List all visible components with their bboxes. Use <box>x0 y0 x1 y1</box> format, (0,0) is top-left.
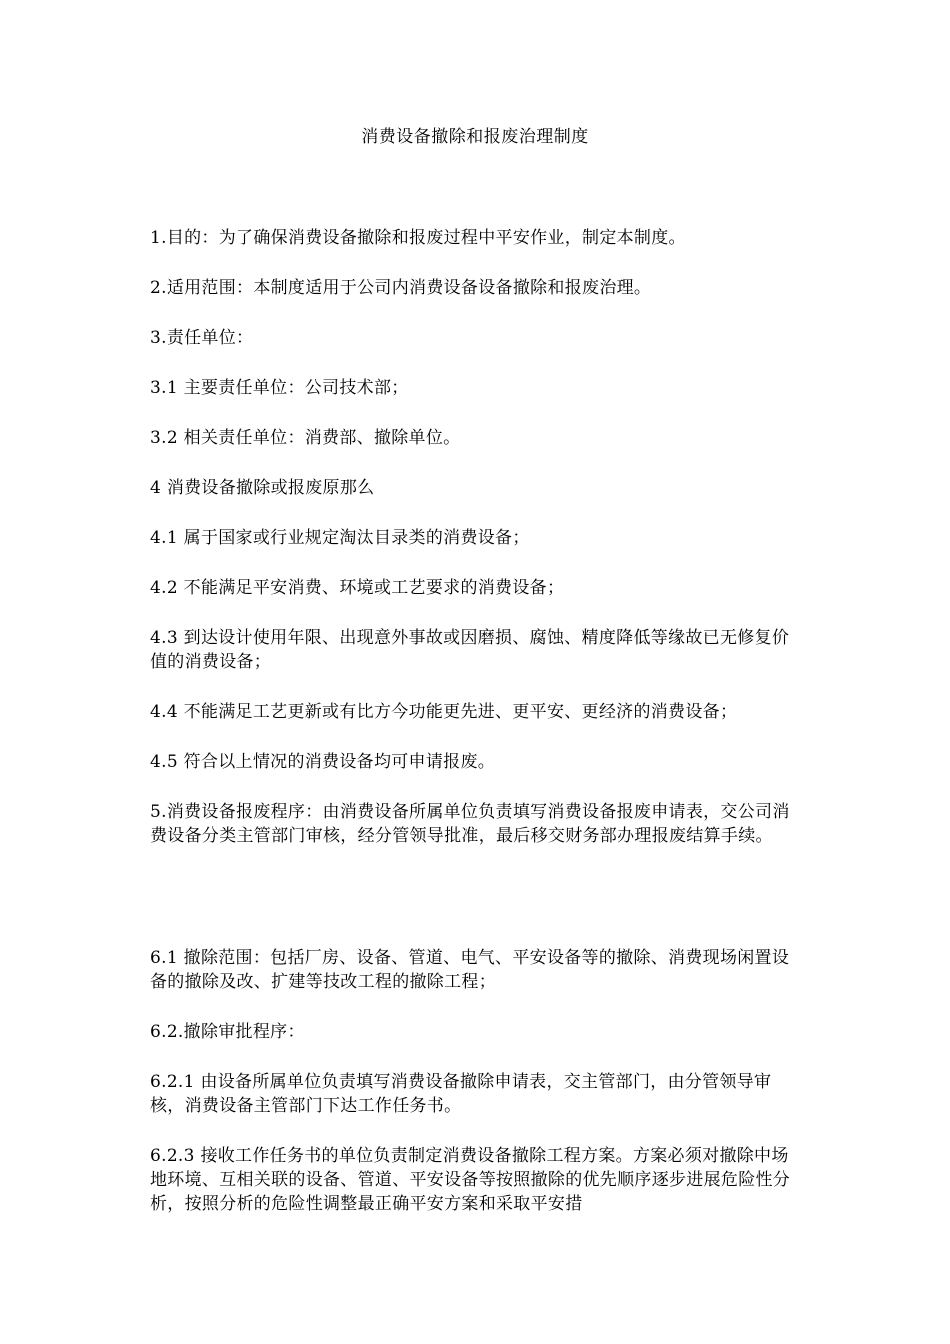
paragraph-principle-4-3: 4.3 到达设计使用年限、出现意外事故或因磨损、腐蚀、精度降低等缘故已无修复价值的消费设备； <box>150 628 790 672</box>
paragraph-approval-6-2-3: 6.2.3 接收工作任务书的单位负责制定消费设备撤除工程方案。方案必须对撤除中场地环境、互相关联的设备、管道、平安设备等按照撤除的优先顺序逐步进展危险性分析，按照分析的危险性调整最正确平安方案和采取平安措 <box>150 1146 791 1214</box>
paragraph-approval-procedure: 6.2.撤除审批程序： <box>150 1022 305 1042</box>
body-section-1 <box>150 226 805 848</box>
paragraph-principle-4-2: 4.2 不能满足平安消费、环境或工艺要求的消费设备； <box>150 578 565 598</box>
paragraph-removal-scope: 6.1 撤除范围：包括厂房、设备、管道、电气、平安设备等的撤除、消费现场闲置设备的撤除及改、扩建等技改工程的撤除工程； <box>150 948 790 992</box>
paragraph-related-units: 3.2 相关责任单位：消费部、撤除单位。 <box>150 428 461 448</box>
paragraph-purpose: 1.目的：为了确保消费设备撤除和报废过程中平安作业，制定本制度。 <box>150 228 686 248</box>
paragraph-responsible-units: 3.责任单位： <box>150 328 254 348</box>
paragraph-approval-6-2-1: 6.2.1 由设备所属单位负责填写消费设备撤除申请表，交主管部门，由分管领导审核，消费设备主管部门下达工作任务书。 <box>150 1072 772 1116</box>
paragraph-scope: 2.适用范围：本制度适用于公司内消费设备设备撤除和报废治理。 <box>150 278 652 298</box>
paragraph-principle-4-4: 4.4 不能满足工艺更新或有比方今功能更先进、更平安、更经济的消费设备； <box>150 702 738 722</box>
document-title: 消费设备撤除和报废治理制度 <box>361 127 589 147</box>
paragraph-principles: 4 消费设备撤除或报废原那么 <box>150 478 375 498</box>
body-section-2 <box>150 946 805 1216</box>
paragraph-scrap-procedure: 5.消费设备报废程序：由消费设备所属单位负责填写消费设备报废申请表，交公司消费设备分类主管部门审核，经分管领导批准，最后移交财务部办理报废结算手续。 <box>150 802 790 846</box>
paragraph-principle-4-5: 4.5 符合以上情况的消费设备均可申请报废。 <box>150 752 496 772</box>
paragraph-principle-4-1: 4.1 属于国家或行业规定淘汰目录类的消费设备； <box>150 528 530 548</box>
paragraph-main-unit: 3.1 主要责任单位：公司技术部； <box>150 378 409 398</box>
